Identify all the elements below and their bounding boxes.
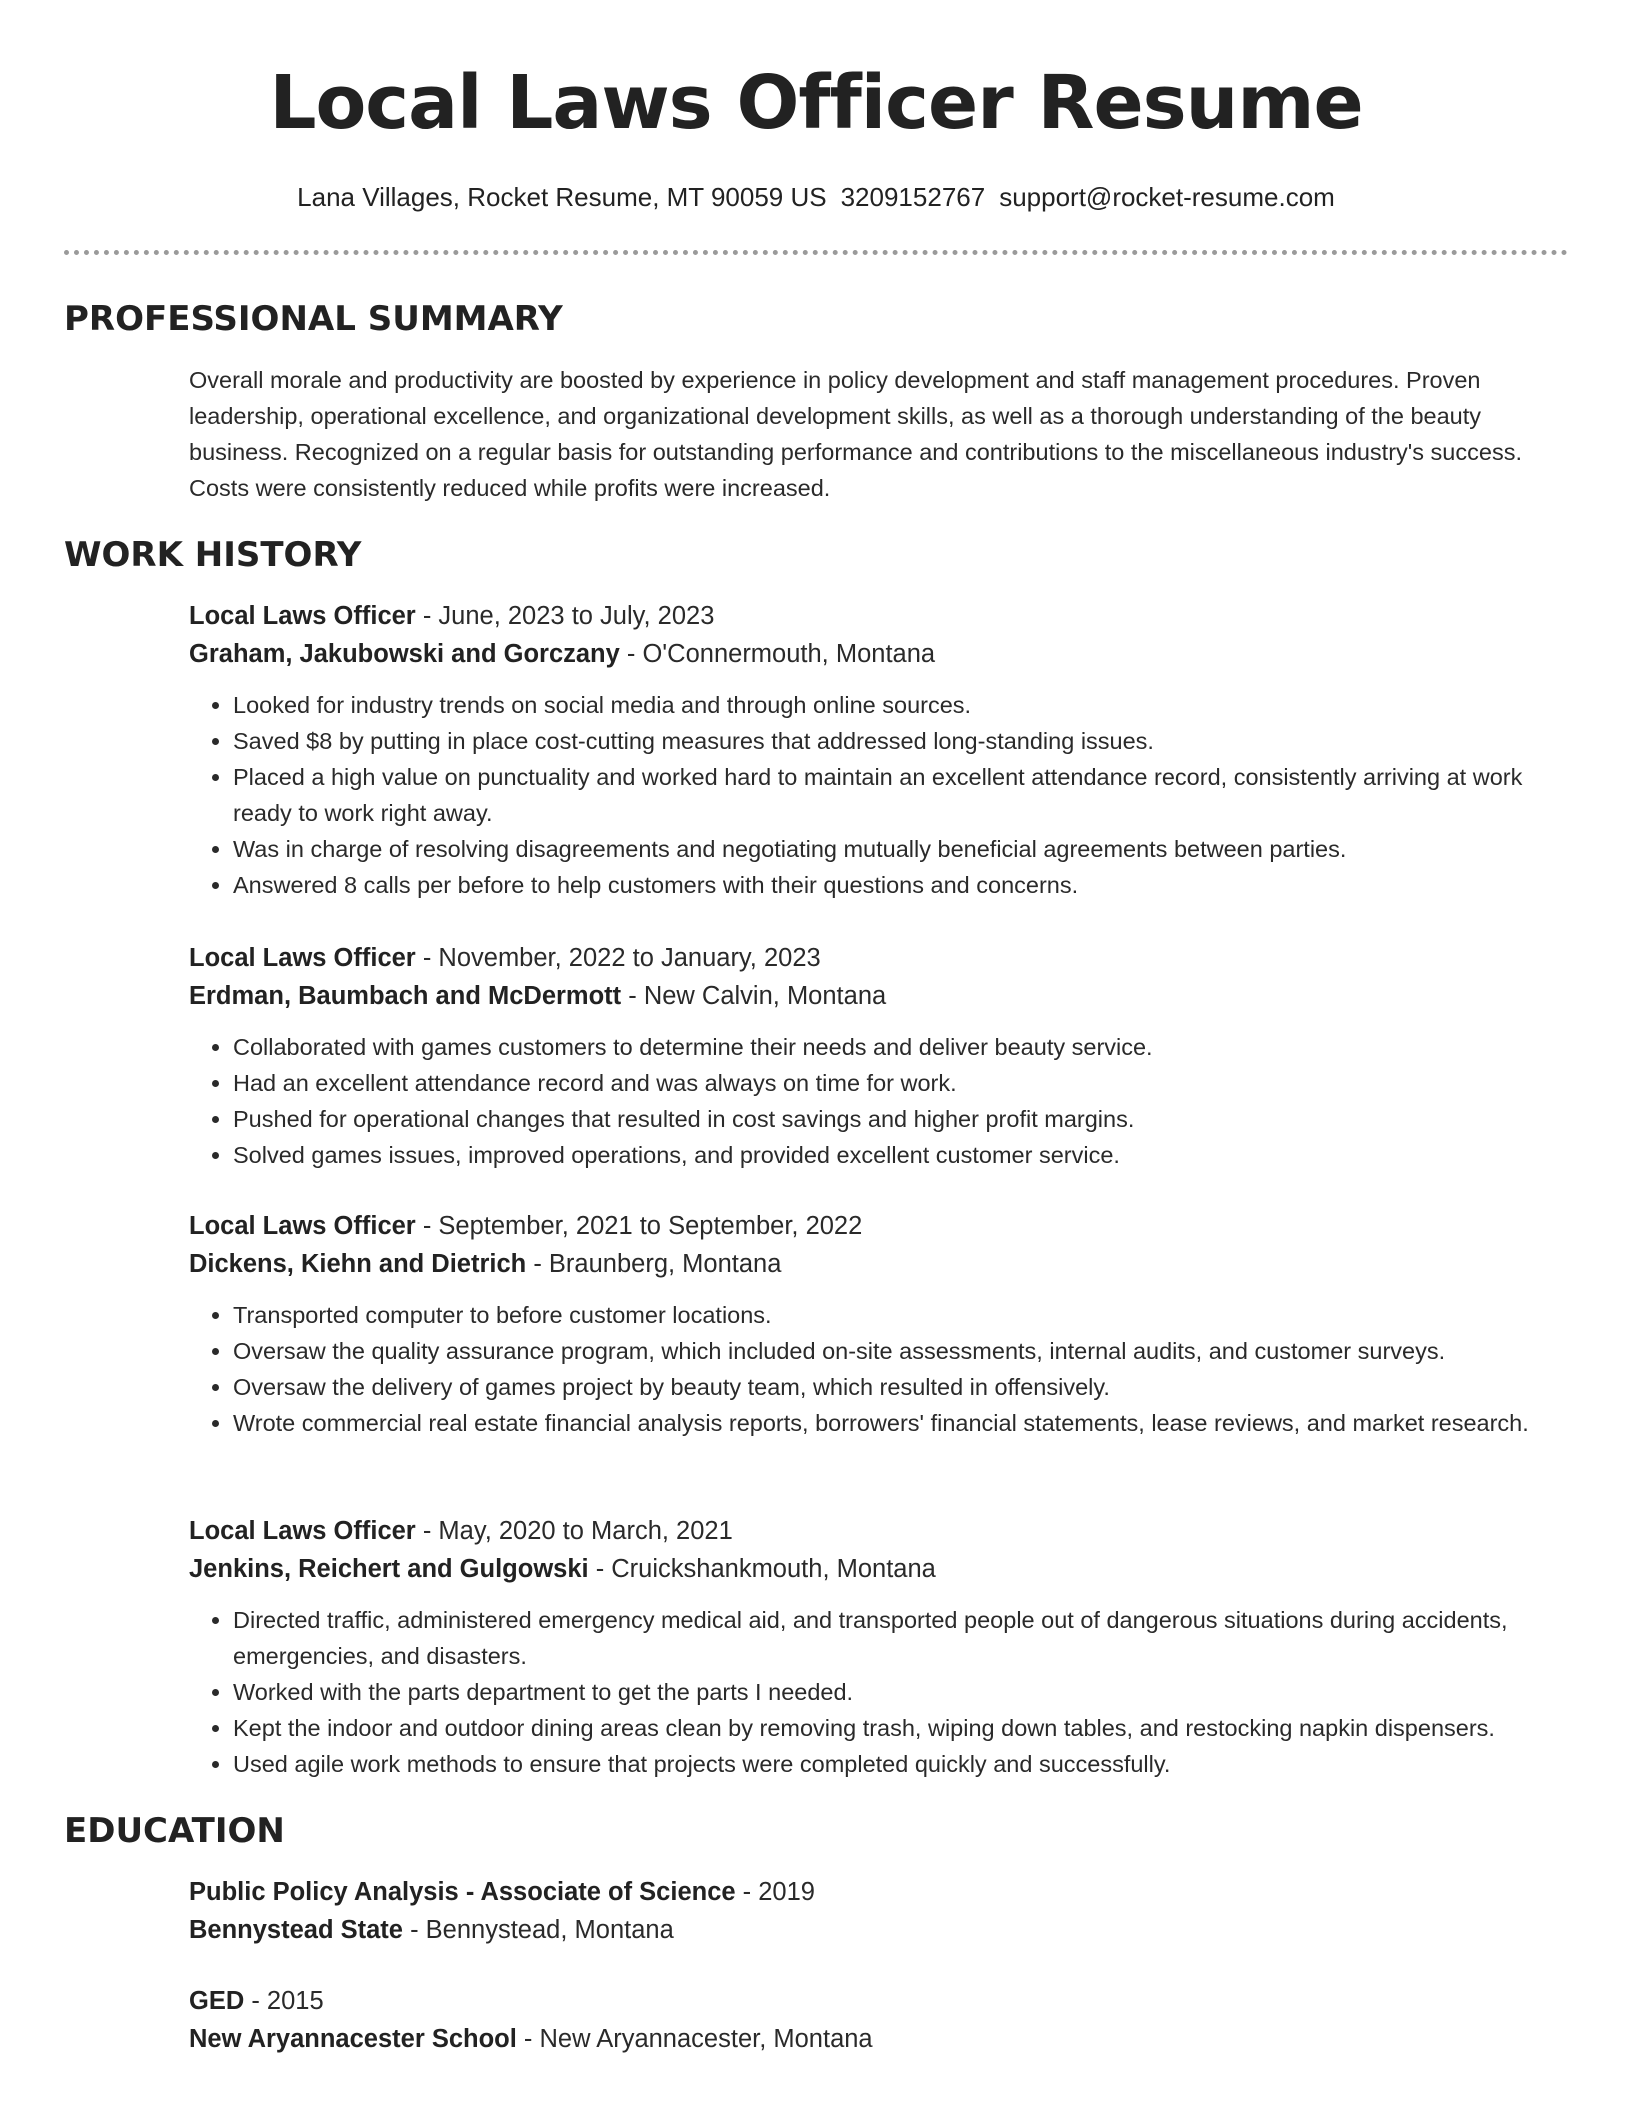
job-dates: - May, 2020 to March, 2021 xyxy=(415,1517,733,1545)
job-dates: - September, 2021 to September, 2022 xyxy=(415,1212,863,1240)
education-entry xyxy=(189,1873,1569,1949)
job-title-line xyxy=(189,939,1569,977)
job-bullet: • Oversaw the quality assurance program, which included on-site assessments, internal audits, and customer surveys. xyxy=(233,1333,1569,1369)
job-bullet: • Transported computer to before customer locations. xyxy=(233,1297,1569,1333)
education-location: - Bennystead, Montana xyxy=(403,1916,674,1944)
job-bullet: • Oversaw the delivery of games project by beauty team, which resulted in offensively. xyxy=(233,1369,1569,1405)
job-bullet: • Saved $8 by putting in place cost-cutting measures that addressed long-standing issues. xyxy=(233,723,1569,759)
header-divider xyxy=(64,250,1568,255)
job-title-line xyxy=(189,1207,1569,1245)
job-location: - New Calvin, Montana xyxy=(621,982,887,1010)
job-bullet: • Was in charge of resolving disagreements and negotiating mutually beneficial agreements between parties. xyxy=(233,831,1569,867)
job-bullet: • Collaborated with games customers to determine their needs and deliver beauty service. xyxy=(233,1029,1569,1065)
education-entry xyxy=(189,1982,1569,2058)
education-location: - New Aryannacester, Montana xyxy=(516,2025,873,2053)
education-degree: GED xyxy=(189,1987,245,2015)
education-school: New Aryannacester School xyxy=(189,2025,517,2053)
job-company: Graham, Jakubowski and Gorczany xyxy=(189,640,620,668)
job-title-line xyxy=(189,1512,1569,1550)
summary-text: Overall morale and productivity are boosted by experience in policy development and staff management procedures. Proven leadership, operational excellence, and organizational development skills, as well as a thorough understanding of the beauty business. Recognized on a regular basis for outstanding performance and contributions to the miscellaneous industry's success. Costs were consistently reduced while profits were increased. xyxy=(189,367,1522,501)
job-bullets xyxy=(189,687,1569,903)
job-bullet: • Solved games issues, improved operations, and provided excellent customer service. xyxy=(233,1137,1569,1173)
contact-phone: 3209152767 xyxy=(840,182,986,212)
contact-info xyxy=(0,180,1632,214)
education-degree-line xyxy=(189,1982,1569,2020)
job-bullet: • Worked with the parts department to get the parts I needed. xyxy=(233,1674,1569,1710)
job-entry xyxy=(189,597,1569,903)
contact-address: Lana Villages, Rocket Resume, MT 90059 US xyxy=(297,182,827,212)
job-bullet: • Had an excellent attendance record and was always on time for work. xyxy=(233,1065,1569,1101)
summary-section xyxy=(189,362,1569,506)
job-company: Jenkins, Reichert and Gulgowski xyxy=(189,1555,589,1583)
job-title: Local Laws Officer xyxy=(189,602,416,630)
education-degree-line xyxy=(189,1873,1569,1911)
job-bullets xyxy=(189,1602,1569,1782)
education-school-line xyxy=(189,1911,1569,1949)
summary-heading: PROFESSIONAL SUMMARY xyxy=(64,299,563,339)
resume-title: Local Laws Officer Resume xyxy=(269,60,1363,146)
job-entry xyxy=(189,1207,1569,1441)
work-history-heading: WORK HISTORY xyxy=(64,535,362,575)
education-heading: EDUCATION xyxy=(64,1811,285,1851)
job-company: Erdman, Baumbach and McDermott xyxy=(189,982,622,1010)
job-entry xyxy=(189,939,1569,1173)
job-dates: - June, 2023 to July, 2023 xyxy=(415,602,715,630)
education-degree: Public Policy Analysis - Associate of Science xyxy=(189,1878,736,1906)
job-title-line xyxy=(189,597,1569,635)
job-company: Dickens, Kiehn and Dietrich xyxy=(189,1250,527,1278)
job-company-line xyxy=(189,1245,1569,1283)
education-year: - 2019 xyxy=(735,1878,815,1906)
contact-email: support@rocket-resume.com xyxy=(999,182,1335,212)
job-bullet: • Wrote commercial real estate financial analysis reports, borrowers' financial statements, lease reviews, and market research. xyxy=(233,1405,1569,1441)
job-title: Local Laws Officer xyxy=(189,1212,416,1240)
job-company-line xyxy=(189,977,1569,1015)
job-bullet: • Answered 8 calls per before to help customers with their questions and concerns. xyxy=(233,867,1569,903)
job-company-line xyxy=(189,1550,1569,1588)
job-dates: - November, 2022 to January, 2023 xyxy=(415,944,821,972)
job-title: Local Laws Officer xyxy=(189,1517,416,1545)
job-entry xyxy=(189,1512,1569,1782)
job-bullet: • Looked for industry trends on social media and through online sources. xyxy=(233,687,1569,723)
job-bullet: • Directed traffic, administered emergency medical aid, and transported people out of dangerous situations during accidents, emergencies, and disasters. xyxy=(233,1602,1569,1674)
job-title: Local Laws Officer xyxy=(189,944,416,972)
education-school-line xyxy=(189,2020,1569,2058)
job-bullet: • Kept the indoor and outdoor dining areas clean by removing trash, wiping down tables, and restocking napkin dispensers. xyxy=(233,1710,1569,1746)
job-location: - Braunberg, Montana xyxy=(526,1250,782,1278)
job-bullet: • Placed a high value on punctuality and worked hard to maintain an excellent attendance record, consistently arriving at work ready to work right away. xyxy=(233,759,1569,831)
job-location: - O'Connermouth, Montana xyxy=(619,640,936,668)
job-bullet: • Pushed for operational changes that resulted in cost savings and higher profit margins. xyxy=(233,1101,1569,1137)
job-bullet: • Used agile work methods to ensure that projects were completed quickly and successfully. xyxy=(233,1746,1569,1782)
education-school: Bennystead State xyxy=(189,1916,403,1944)
job-company-line xyxy=(189,635,1569,673)
job-location: - Cruickshankmouth, Montana xyxy=(588,1555,936,1583)
job-bullets xyxy=(189,1297,1569,1441)
job-bullets xyxy=(189,1029,1569,1173)
education-year: - 2015 xyxy=(244,1987,324,2015)
